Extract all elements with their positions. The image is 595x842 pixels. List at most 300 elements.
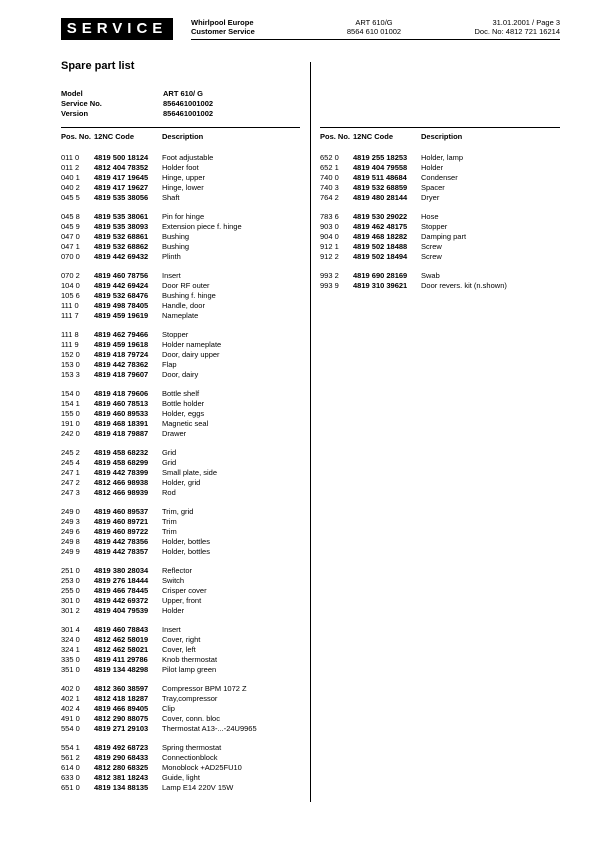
part-row (61, 370, 257, 380)
part-description: Guide, light (162, 773, 200, 782)
part-12nc: 4819 442 69424 (94, 281, 149, 290)
part-row (61, 468, 257, 478)
part-pos: 191 0 (61, 419, 80, 428)
part-row (61, 212, 257, 222)
part-description: Damping part (421, 232, 467, 241)
part-row (61, 743, 257, 753)
meta-row: Service No. 856461001002 (61, 99, 214, 108)
part-12nc: 4819 532 68859 (353, 183, 408, 192)
column-divider (310, 62, 311, 802)
model-info: ART 610/G 8564 610 01002 (346, 18, 402, 36)
part-12nc: 4812 404 78352 (94, 163, 149, 172)
part-pos: 783 6 (320, 212, 339, 221)
model-meta (61, 89, 213, 119)
part-12nc: 4819 380 28034 (94, 566, 149, 575)
part-pos: 301 0 (61, 596, 80, 605)
part-description: Holder, eggs (162, 409, 205, 418)
part-pos: 764 2 (320, 193, 339, 202)
part-12nc: 4819 310 39621 (353, 281, 408, 290)
part-description: Stopper (421, 222, 448, 231)
part-pos: 154 1 (61, 399, 80, 408)
part-pos: 153 3 (61, 370, 80, 379)
part-row (61, 409, 257, 419)
part-description: Cover, right (162, 635, 201, 644)
part-12nc: 4819 502 18488 (353, 242, 408, 251)
part-pos: 561 2 (61, 753, 80, 762)
part-pos: 249 9 (61, 547, 80, 556)
part-group (61, 625, 257, 675)
part-row (320, 212, 507, 222)
part-row (61, 252, 257, 262)
part-row (61, 527, 257, 537)
part-row (61, 783, 257, 793)
part-description: Bottle shelf (162, 389, 200, 398)
part-row (61, 389, 257, 399)
part-description: Switch (162, 576, 185, 585)
header-rule (191, 39, 560, 40)
part-12nc: 4819 532 68862 (94, 242, 149, 251)
part-12nc: 4819 511 48684 (353, 173, 407, 182)
part-description: Rod (162, 488, 176, 497)
part-pos: 152 0 (61, 350, 80, 359)
table-rule-left (61, 127, 300, 128)
part-12nc: 4819 480 28144 (353, 193, 408, 202)
part-12nc: 4819 690 28169 (353, 271, 408, 280)
part-12nc: 4819 276 18444 (94, 576, 149, 585)
part-pos: 335 0 (61, 655, 80, 664)
part-pos: 111 0 (61, 301, 79, 310)
part-pos: 324 0 (61, 635, 80, 644)
part-pos: 249 0 (61, 507, 80, 516)
part-row (61, 360, 257, 370)
part-group (320, 153, 507, 203)
part-description: Trim (162, 527, 177, 536)
part-pos: 247 3 (61, 488, 80, 497)
part-row (61, 478, 257, 488)
part-pos: 904 0 (320, 232, 339, 241)
part-12nc: 4819 442 78362 (94, 360, 149, 369)
part-row (61, 655, 257, 665)
part-12nc: 4819 468 18282 (353, 232, 408, 241)
part-12nc: 4819 466 78445 (94, 586, 149, 595)
part-description: Stopper (162, 330, 189, 339)
part-group (61, 507, 257, 557)
part-12nc: 4819 468 18391 (94, 419, 149, 428)
part-pos: 047 0 (61, 232, 80, 241)
part-12nc: 4819 418 79606 (94, 389, 149, 398)
part-pos: 249 6 (61, 527, 80, 536)
part-description: Nameplate (162, 311, 199, 320)
part-12nc: 4812 462 58019 (94, 635, 149, 644)
part-12nc: 4819 411 29786 (94, 655, 148, 664)
part-pos: 652 1 (320, 163, 339, 172)
part-row (61, 714, 257, 724)
part-row (61, 547, 257, 557)
part-description: Door, dairy upper (162, 350, 220, 359)
part-12nc: 4819 134 48298 (94, 665, 149, 674)
part-description: Plinth (162, 252, 181, 261)
part-12nc: 4819 466 89405 (94, 704, 149, 713)
part-pos: 740 3 (320, 183, 339, 192)
part-group (320, 212, 507, 262)
part-12nc: 4819 134 88135 (94, 783, 149, 792)
part-description: Screw (421, 242, 442, 251)
part-group (61, 743, 257, 793)
part-12nc: 4819 462 48175 (353, 222, 408, 231)
part-pos: 070 2 (61, 271, 80, 280)
part-pos: 351 0 (61, 665, 80, 674)
part-description: Swab (421, 271, 440, 280)
part-description: Hinge, upper (162, 173, 205, 182)
part-12nc: 4812 466 98938 (94, 478, 149, 487)
part-pos: 111 8 (61, 330, 79, 339)
part-12nc: 4819 290 68433 (94, 753, 149, 762)
document-info: 31.01.2001 / Page 3 Doc. No: 4812 721 16214 (474, 18, 560, 36)
part-pos: 903 0 (320, 222, 339, 231)
part-description: Handle, door (162, 301, 205, 310)
part-pos: 047 1 (61, 242, 80, 251)
part-description: Crisper cover (162, 586, 207, 595)
part-pos: 740 0 (320, 173, 339, 182)
part-row (61, 458, 257, 468)
part-description: Grid (162, 458, 177, 467)
part-description: Flap (162, 360, 177, 369)
part-description: Door revers. kit (n.shown) (421, 281, 507, 290)
part-12nc: 4819 458 68299 (94, 458, 149, 467)
part-row (61, 429, 257, 439)
part-row (61, 291, 257, 301)
part-row (320, 183, 507, 193)
part-row (61, 232, 257, 242)
part-row (61, 281, 257, 291)
part-description: Door, dairy (162, 370, 199, 379)
part-description: Monoblock +AD25FU10 (162, 763, 242, 772)
part-description: Trim, grid (162, 507, 194, 516)
part-row (61, 507, 257, 517)
part-description: Insert (162, 271, 181, 280)
part-12nc: 4812 466 98939 (94, 488, 149, 497)
part-row (61, 724, 257, 734)
part-pos: 247 2 (61, 478, 80, 487)
part-pos: 247 1 (61, 468, 80, 477)
part-12nc: 4819 502 18494 (353, 252, 408, 261)
page-header (0, 0, 595, 40)
part-group (320, 271, 507, 291)
part-row (320, 193, 507, 203)
part-pos: 155 0 (61, 409, 80, 418)
part-pos: 993 9 (320, 281, 339, 290)
part-description: Bushing f. hinge (162, 291, 216, 300)
part-description: Holder (421, 163, 444, 172)
part-description: Small plate, side (162, 468, 218, 477)
part-row (320, 163, 507, 173)
part-row (61, 271, 257, 281)
part-description: Bottle holder (162, 399, 205, 408)
part-row (61, 625, 257, 635)
part-description: Holder, lamp (421, 153, 464, 162)
part-12nc: 4819 460 89537 (94, 507, 149, 516)
part-description: Foot adjustable (162, 153, 214, 162)
part-12nc: 4819 535 38056 (94, 193, 149, 202)
part-row (61, 596, 257, 606)
part-description: Dryer (421, 193, 440, 202)
part-12nc: 4819 459 19619 (94, 311, 149, 320)
part-group (61, 684, 257, 734)
part-description: Holder (162, 606, 185, 615)
part-12nc: 4812 462 58021 (94, 645, 149, 654)
part-row (61, 684, 257, 694)
part-12nc: 4819 418 79887 (94, 429, 149, 438)
part-pos: 912 1 (320, 242, 339, 251)
part-row (61, 330, 257, 340)
part-pos: 242 0 (61, 429, 80, 438)
part-group (61, 566, 257, 616)
part-pos: 245 4 (61, 458, 80, 467)
part-description: Holder foot (162, 163, 199, 172)
meta-row: Version 856461001002 (61, 109, 214, 118)
part-pos: 614 0 (61, 763, 80, 772)
part-pos: 111 7 (61, 311, 79, 320)
part-row (320, 271, 507, 281)
part-description: Thermostat A13-...-24U9965 (162, 724, 257, 733)
part-row (61, 606, 257, 616)
part-pos: 993 2 (320, 271, 339, 280)
part-row (61, 193, 257, 203)
parts-column-right (320, 132, 507, 300)
part-description: Grid (162, 448, 177, 457)
part-description: Holder, bottles (162, 547, 210, 556)
part-pos: 253 0 (61, 576, 80, 585)
part-row (61, 763, 257, 773)
company-info: Whirlpool Europe Customer Service (191, 18, 255, 36)
part-description: Spring thermostat (162, 743, 222, 752)
part-description: Compressor BPM 1072 Z (162, 684, 247, 693)
part-row (61, 340, 257, 350)
part-12nc: 4819 417 19627 (94, 183, 149, 192)
part-row (61, 694, 257, 704)
part-pos: 651 0 (61, 783, 80, 792)
part-12nc: 4819 460 78513 (94, 399, 149, 408)
part-description: Clip (162, 704, 175, 713)
part-description: Door RF outer (162, 281, 210, 290)
part-row (61, 537, 257, 547)
part-12nc: 4819 418 79607 (94, 370, 149, 379)
part-pos: 045 8 (61, 212, 80, 221)
part-12nc: 4819 498 78405 (94, 301, 149, 310)
part-row (61, 665, 257, 675)
part-pos: 491 0 (61, 714, 80, 723)
part-row (320, 252, 507, 262)
part-row (320, 281, 507, 291)
part-row (61, 586, 257, 596)
part-12nc: 4819 492 68723 (94, 743, 149, 752)
part-pos: 105 6 (61, 291, 80, 300)
part-pos: 301 4 (61, 625, 80, 634)
part-row (61, 183, 257, 193)
part-12nc: 4819 460 78756 (94, 271, 149, 280)
part-description: Holder, bottles (162, 537, 210, 546)
part-row (61, 301, 257, 311)
part-pos: 154 0 (61, 389, 80, 398)
part-row (61, 704, 257, 714)
part-description: Trim (162, 517, 177, 526)
part-pos: 040 2 (61, 183, 80, 192)
part-row (61, 576, 257, 586)
part-12nc: 4819 500 18124 (94, 153, 149, 162)
part-12nc: 4819 404 79539 (94, 606, 149, 615)
part-12nc: 4819 458 68232 (94, 448, 149, 457)
part-pos: 251 0 (61, 566, 80, 575)
part-12nc: 4819 442 78399 (94, 468, 149, 477)
part-12nc: 4819 442 78356 (94, 537, 149, 546)
part-description: Drawer (162, 429, 187, 438)
part-row (61, 399, 257, 409)
part-pos: 249 8 (61, 537, 80, 546)
part-description: Shaft (162, 193, 180, 202)
part-12nc: 4819 462 79466 (94, 330, 149, 339)
part-row (61, 635, 257, 645)
part-12nc: 4812 360 38597 (94, 684, 149, 693)
part-description: Condenser (421, 173, 458, 182)
part-pos: 040 1 (61, 173, 80, 182)
part-row (320, 153, 507, 163)
part-12nc: 4819 442 69432 (94, 252, 149, 261)
part-description: Pin for hinge (162, 212, 205, 221)
part-description: Lamp E14 220V 15W (162, 783, 234, 792)
part-description: Spacer (421, 183, 445, 192)
part-description: Hose (421, 212, 439, 221)
part-description: Hinge, lower (162, 183, 204, 192)
part-row (61, 645, 257, 655)
part-row (61, 242, 257, 252)
part-row (61, 419, 257, 429)
part-12nc: 4819 417 19645 (94, 173, 149, 182)
part-pos: 554 0 (61, 724, 80, 733)
part-pos: 402 4 (61, 704, 80, 713)
part-pos: 301 2 (61, 606, 80, 615)
part-row (61, 753, 257, 763)
part-description: Cover, conn. bloc (162, 714, 220, 723)
part-row (61, 163, 257, 173)
part-12nc: 4812 381 18243 (94, 773, 149, 782)
part-pos: 153 0 (61, 360, 80, 369)
part-12nc: 4819 442 78357 (94, 547, 149, 556)
part-12nc: 4819 532 68476 (94, 291, 149, 300)
part-description: Screw (421, 252, 442, 261)
part-description: Bushing (162, 242, 190, 251)
service-label: SERVICE (61, 18, 173, 40)
part-12nc: 4819 535 38061 (94, 212, 149, 221)
part-group (61, 271, 257, 321)
part-description: Bushing (162, 232, 190, 241)
part-12nc: 4819 404 79558 (353, 163, 408, 172)
part-description: Cover, left (162, 645, 196, 654)
part-description: Insert (162, 625, 181, 634)
page-title: Spare part list (61, 60, 135, 72)
part-pos: 324 1 (61, 645, 80, 654)
part-group (61, 153, 257, 203)
part-description: Connectionblock (162, 753, 218, 762)
part-row (320, 232, 507, 242)
column-header: Pos. No. 12NC Code Description (320, 132, 463, 141)
part-description: Knob thermostat (162, 655, 218, 664)
part-row (320, 222, 507, 232)
part-pos: 255 0 (61, 586, 80, 595)
part-12nc: 4812 290 88075 (94, 714, 149, 723)
part-pos: 554 1 (61, 743, 80, 752)
part-row (61, 350, 257, 360)
part-12nc: 4819 442 69372 (94, 596, 149, 605)
part-description: Pilot lamp green (162, 665, 217, 674)
part-pos: 249 3 (61, 517, 80, 526)
part-row (320, 173, 507, 183)
part-12nc: 4819 460 89721 (94, 517, 149, 526)
part-description: Magnetic seal (162, 419, 209, 428)
part-pos: 633 0 (61, 773, 80, 782)
part-12nc: 4819 535 38093 (94, 222, 149, 231)
part-12nc: 4819 460 89722 (94, 527, 149, 536)
part-pos: 045 9 (61, 222, 80, 231)
part-pos: 652 0 (320, 153, 339, 162)
part-pos: 402 1 (61, 694, 80, 703)
part-12nc: 4819 418 79724 (94, 350, 149, 359)
part-12nc: 4819 532 68861 (94, 232, 149, 241)
part-description: Extension piece f. hinge (162, 222, 242, 231)
part-row (320, 242, 507, 252)
part-pos: 912 2 (320, 252, 339, 261)
part-pos: 104 0 (61, 281, 80, 290)
part-12nc: 4819 255 18253 (353, 153, 408, 162)
part-group (61, 389, 257, 439)
table-rule-right (320, 127, 560, 128)
part-description: Holder, grid (162, 478, 201, 487)
part-row (61, 173, 257, 183)
meta-row: Model ART 610/ G (61, 89, 204, 98)
part-12nc: 4819 530 29022 (353, 212, 408, 221)
part-description: Upper, front (162, 596, 202, 605)
part-row (61, 311, 257, 321)
part-description: Tray,compressor (162, 694, 218, 703)
part-12nc: 4819 459 19618 (94, 340, 149, 349)
part-description: Holder nameplate (162, 340, 222, 349)
part-pos: 011 0 (61, 153, 80, 162)
part-pos: 402 0 (61, 684, 80, 693)
part-row (61, 448, 257, 458)
part-pos: 245 2 (61, 448, 80, 457)
part-row (61, 222, 257, 232)
part-row (61, 517, 257, 527)
part-group (61, 330, 257, 380)
part-row (61, 488, 257, 498)
part-12nc: 4812 418 18287 (94, 694, 149, 703)
parts-column-left (61, 132, 257, 802)
column-header: Pos. No. 12NC Code Description (61, 132, 204, 141)
part-group (61, 448, 257, 498)
part-pos: 011 2 (61, 163, 80, 172)
part-row (61, 566, 257, 576)
part-row (61, 773, 257, 783)
part-12nc: 4819 271 29103 (94, 724, 149, 733)
part-pos: 070 0 (61, 252, 80, 261)
part-description: Reflector (162, 566, 193, 575)
part-group (61, 212, 257, 262)
part-pos: 111 9 (61, 340, 79, 349)
part-row (61, 153, 257, 163)
part-12nc: 4819 460 78843 (94, 625, 149, 634)
part-12nc: 4812 280 68325 (94, 763, 149, 772)
part-12nc: 4819 460 89533 (94, 409, 149, 418)
part-pos: 045 5 (61, 193, 80, 202)
